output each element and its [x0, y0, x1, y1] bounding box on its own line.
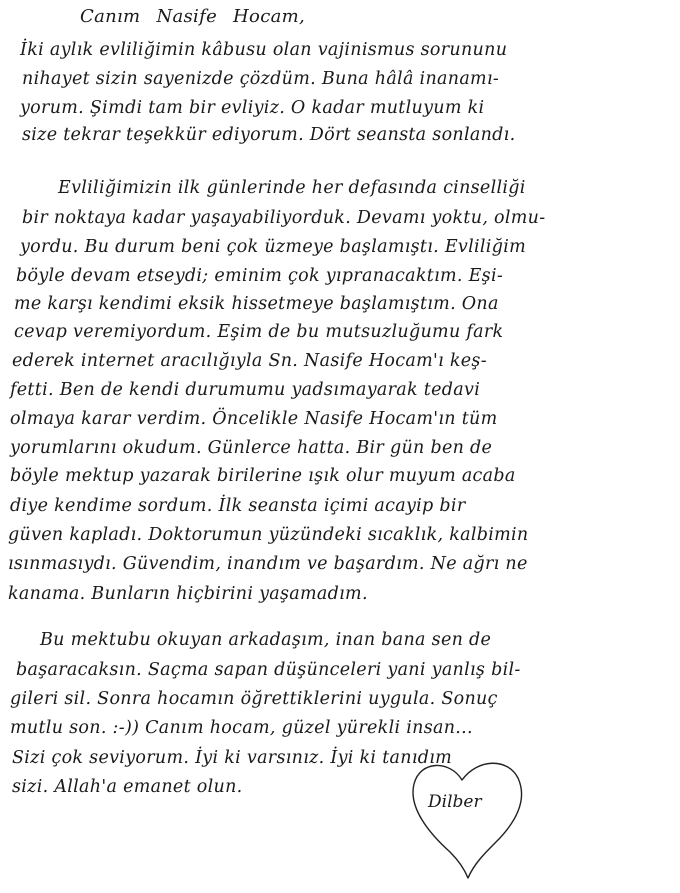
signature: Dilber	[428, 792, 482, 812]
paragraph-2-line: Evliliğimizin ilk günlerinde her defasında cinselliği	[58, 178, 526, 198]
paragraph-2-line: yordu. Bu durum beni çok üzmeye başlamıştı. Evliliğim	[20, 237, 527, 257]
paragraph-3-line: başaracaksın. Saçma sapan düşünceleri yani yanlış bil-	[16, 660, 521, 680]
paragraph-3-line: gileri sil. Sonra hocamın öğrettiklerini uygula. Sonuç	[10, 689, 498, 709]
paragraph-3-line: Sizi çok seviyorum. İyi ki varsınız. İyi ki tanıdım	[12, 748, 453, 768]
signature-heart	[400, 752, 530, 882]
paragraph-3-line: sizi. Allah'a emanet olun.	[12, 777, 243, 797]
paragraph-3-line: mutlu son. :-)) Canım hocam, güzel yürekli insan...	[10, 718, 473, 738]
paragraph-2-line: cevap veremiyordum. Eşim de bu mutsuzluğumu fark	[14, 322, 504, 342]
heart-icon	[400, 752, 530, 882]
paragraph-2-line: olmaya karar verdim. Öncelikle Nasife Hocam'ın tüm	[10, 409, 498, 429]
paragraph-1-line: nihayet sizin sayenizde çözdüm. Buna hâlâ inanamı-	[22, 69, 500, 89]
paragraph-1-line: İki aylık evliliğimin kâbusu olan vajinismus sorununu	[20, 40, 508, 60]
paragraph-2-line: kanama. Bunların hiçbirini yaşamadım.	[8, 584, 368, 604]
paragraph-2-line: diye kendime sordum. İlk seansta içimi acayip bir	[10, 496, 466, 516]
paragraph-1-line: size tekrar teşekkür ediyorum. Dört seansta sonlandı.	[22, 125, 516, 145]
paragraph-2-line: yorumlarını okudum. Günlerce hatta. Bir gün ben de	[10, 438, 493, 458]
paragraph-3-line: Bu mektubu okuyan arkadaşım, inan bana sen de	[40, 630, 492, 650]
paragraph-2-line: böyle mektup yazarak birilerine ışık olur muyum acaba	[10, 466, 516, 486]
paragraph-1-line: yorum. Şimdi tam bir evliyiz. O kadar mutluyum ki	[20, 98, 485, 118]
paragraph-2-line: ederek internet aracılığıyla Sn. Nasife Hocam'ı keş-	[12, 351, 487, 371]
paragraph-2-line: ısınmasıydı. Güvendim, inandım ve başardım. Ne ağrı ne	[8, 554, 528, 574]
letter-greeting: Canım Nasife Hocam,	[80, 6, 305, 27]
paragraph-2-line: bir noktaya kadar yaşayabiliyorduk. Devamı yoktu, olmu-	[22, 208, 546, 228]
paragraph-2-line: böyle devam etseydi; eminim çok yıpranacaktım. Eşi-	[16, 266, 504, 286]
paragraph-2-line: fetti. Ben de kendi durumumu yadsımayarak tedavi	[10, 380, 481, 400]
paragraph-2-line: me karşı kendimi eksik hissetmeye başlamıştım. Ona	[14, 294, 499, 314]
paragraph-2-line: güven kapladı. Doktorumun yüzündeki sıcaklık, kalbimin	[8, 525, 529, 545]
